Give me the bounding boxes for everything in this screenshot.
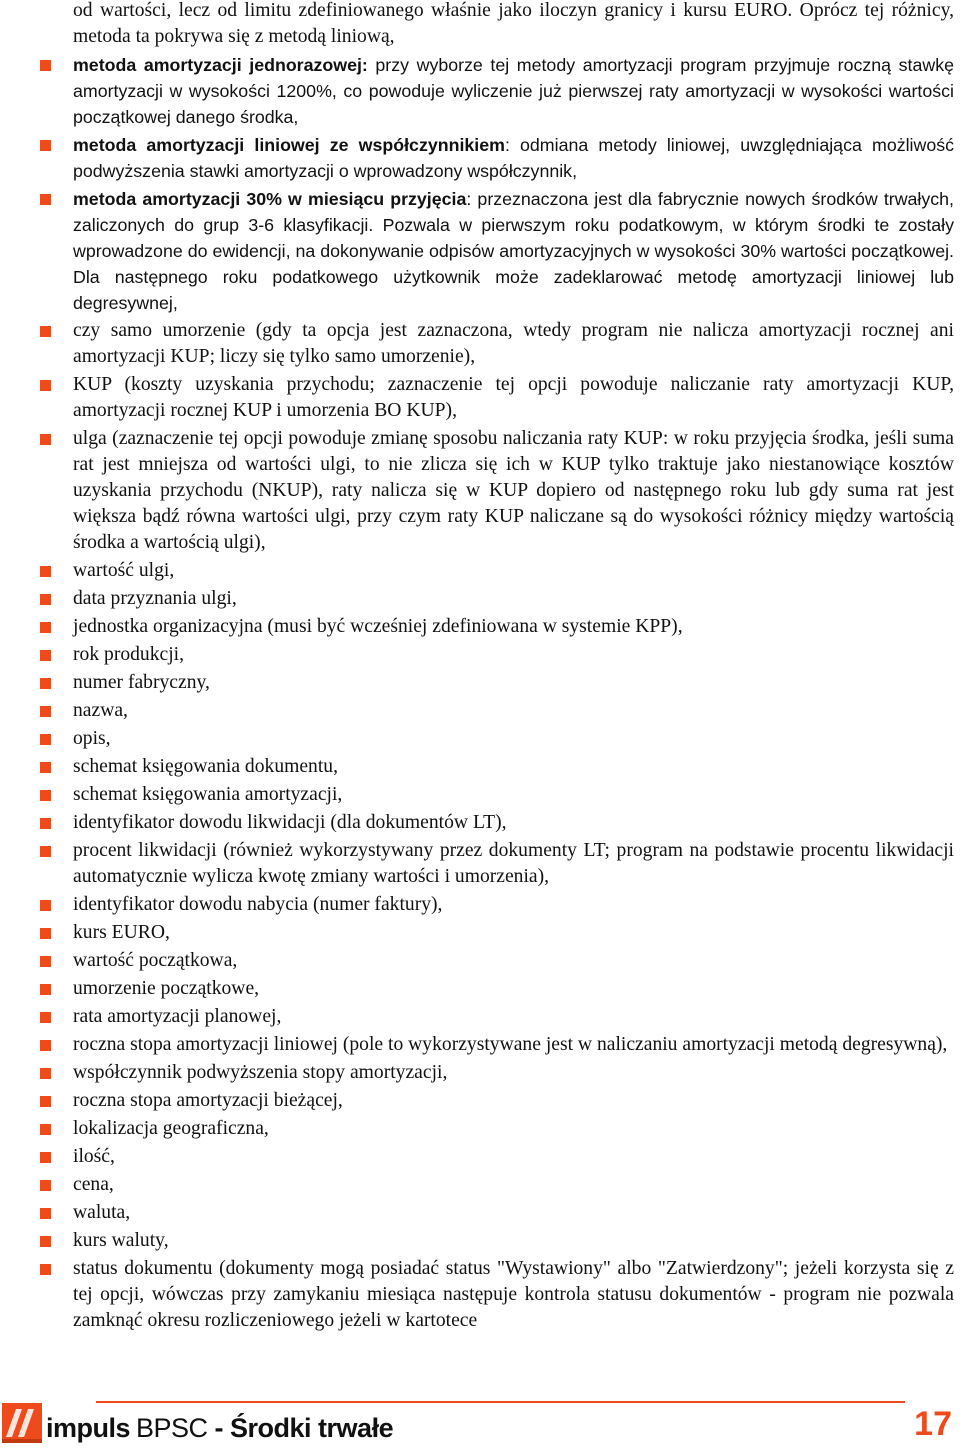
bullet-square-icon [40,706,51,717]
list-item-lead: metoda amortyzacji 30% w miesiącu przyjęcia [73,189,467,209]
list-item [73,1004,954,1030]
footer-brand [46,1412,393,1444]
list-item-text: przy wyborze tej metody amortyzacji program przyjmuje roczną stawkę amortyzacji w wysokości 1200%, co powoduje wyliczenie już pierwszej raty amortyzacji w wysokości wartości początkowej danego środka, [73,55,954,127]
bullet-square-icon [40,818,51,829]
list-item-text: schemat księgowania amortyzacji, [73,784,343,805]
list-item-lead: metoda amortyzacji liniowej ze współczynnikiem [73,135,505,155]
list-item [73,920,954,946]
bullet-list [73,52,954,1334]
list-item [73,586,954,612]
bullet-square-icon [40,1124,51,1135]
list-item [73,558,954,584]
list-item-text: identyfikator dowodu likwidacji (dla dokumentów LT), [73,812,507,833]
list-item [73,1144,954,1170]
bullet-square-icon [40,956,51,967]
list-item-text: jednostka organizacyjna (musi być wcześniej zdefiniowana w systemie KPP), [73,616,683,637]
bullet-square-icon [40,1236,51,1247]
list-item [73,372,954,424]
bullet-square-icon [40,380,51,391]
list-item [73,1032,954,1058]
list-item [73,754,954,780]
list-item [73,670,954,696]
list-item-text: numer fabryczny, [73,672,210,693]
bullet-square-icon [40,594,51,605]
list-item-text: : przeznaczona jest dla fabrycznie nowych środków trwałych, zaliczonych do grup 3-6 klasyfikacji. Pozwala w pierwszym roku podatkowym, w którym środki te zostały wprowadzone do ewidencji, na dokonywanie odpisów amortyzacyjnych w wysokości 30% wartości początkowej. Dla następnego roku podatkowego użytkownik może zadeklarować metodę amortyzacji liniowej lub degresywnej, [73,189,954,313]
bullet-square-icon [40,622,51,633]
bullet-square-icon [40,650,51,661]
list-item [73,810,954,836]
list-item-text: kurs EURO, [73,922,170,943]
list-item [73,838,954,890]
list-item [73,52,954,130]
bullet-square-icon [40,734,51,745]
bullet-square-icon [40,984,51,995]
bullet-square-icon [40,1096,51,1107]
list-item [73,614,954,640]
list-item-text: nazwa, [73,700,128,721]
list-item-text: schemat księgowania dokumentu, [73,756,338,777]
list-item-text: umorzenie początkowe, [73,978,260,999]
bullet-square-icon [40,1068,51,1079]
list-item-text: lokalizacja geograficzna, [73,1118,269,1139]
list-item [73,132,954,184]
impuls-logo-icon [2,1403,42,1443]
list-item-text: waluta, [73,1202,131,1223]
bullet-square-icon [40,762,51,773]
list-item-text: identyfikator dowodu nabycia (numer faktury), [73,894,443,915]
bullet-square-icon [40,60,51,71]
bullet-square-icon [40,434,51,445]
list-item [73,186,954,316]
page-number: 17 [914,1405,952,1443]
list-item-text: ulga (zaznaczenie tej opcji powoduje zmianę sposobu naliczania raty KUP: w roku przyjęcia środka, jeśli suma rat jest mniejsza od wartości ulgi, to nie zlicza się ich w KUP tylko traktuje jako niestanowiące kosztów uzyskania przychodu (NKUP), raty nalicza się w KUP dopiero od następnego roku lub gdy suma rat jest większa bądź równa wartości ulgi, przy czym raty KUP naliczane są do wysokości różnicy między wartością środka a wartością ulgi), [73,428,954,553]
list-item [73,976,954,1002]
bullet-square-icon [40,1012,51,1023]
bullet-square-icon [40,790,51,801]
list-item-lead: metoda amortyzacji jednorazowej: [73,55,368,75]
bullet-square-icon [40,846,51,857]
list-item [73,782,954,808]
list-item-text: status dokumentu (dokumenty mogą posiadać status "Wystawiony" albo "Zatwierdzony"; jeżeli korzysta się z tej opcji, wówczas przy zamykaniu miesiąca następuje kontrola statusu dokumentów - program nie pozwala zamknąć okresu rozliczeniowego jeżeli w kartotece [73,1258,954,1331]
list-item [73,1060,954,1086]
list-item [73,1116,954,1142]
list-item-text: opis, [73,728,111,749]
list-item [73,1088,954,1114]
list-item-text: rata amortyzacji planowej, [73,1006,282,1027]
list-item [73,1172,954,1198]
bullet-square-icon [40,140,51,151]
list-item-text: roczna stopa amortyzacji bieżącej, [73,1090,343,1111]
bullet-square-icon [40,326,51,337]
bullet-square-icon [40,678,51,689]
list-item [73,1200,954,1226]
list-item [73,892,954,918]
intro-paragraph: od wartości, lecz od limitu zdefiniowanego właśnie jako iloczyn granicy i kursu EURO. Oprócz tej różnicy, metoda ta pokrywa się z metodą liniową, [73,0,954,47]
bullet-square-icon [40,566,51,577]
list-item [73,1228,954,1254]
bullet-square-icon [40,1040,51,1051]
list-item-text: roczna stopa amortyzacji liniowej (pole to wykorzystywane jest w naliczaniu amortyzacji metodą degresywną), [73,1034,948,1055]
list-item-text: : odmiana metody liniowej, uwzględniająca możliwość podwyższenia stawki amortyzacji o wprowadzony współczynnik, [73,135,955,181]
bullet-square-icon [40,194,51,205]
list-item-text: procent likwidacji (również wykorzystywany przez dokumenty LT; program na podstawie procentu likwidacji automatycznie wylicza kwotę zmiany wartości i umorzenia), [73,840,954,887]
list-item-text: ilość, [73,1146,115,1167]
bullet-square-icon [40,1152,51,1163]
list-item [73,948,954,974]
list-item [73,698,954,724]
list-item-text: czy samo umorzenie (gdy ta opcja jest zaznaczona, wtedy program nie nalicza amortyzacji rocznej ani amortyzacji KUP; liczy się tylko samo umorzenie), [73,320,954,367]
list-item-text: kurs waluty, [73,1230,169,1251]
list-item-text: cena, [73,1174,114,1195]
bullet-square-icon [40,1264,51,1275]
bullet-square-icon [40,928,51,939]
bullet-square-icon [40,1180,51,1191]
document-body [73,0,954,1336]
list-item-text: KUP (koszty uzyskania przychodu; zaznaczenie tej opcji powoduje naliczanie raty amortyzacji KUP, amortyzacji rocznej KUP i umorzenia BO KUP), [73,374,954,421]
brand-bpsc: BPSC [136,1413,208,1443]
list-item [73,726,954,752]
brand-impuls: impuls [46,1413,131,1443]
list-item [73,642,954,668]
list-item [73,1256,954,1334]
list-item-text: wartość ulgi, [73,560,175,581]
list-item-text: wartość początkowa, [73,950,238,971]
list-item-text: współczynnik podwyższenia stopy amortyzacji, [73,1062,448,1083]
bullet-square-icon [40,1208,51,1219]
list-item-text: data przyznania ulgi, [73,588,237,609]
bullet-square-icon [40,900,51,911]
brand-module: - Środki trwałe [207,1413,394,1443]
list-item [73,318,954,370]
list-item-text: rok produkcji, [73,644,185,665]
footer-divider [96,1401,905,1403]
list-item [73,426,954,556]
